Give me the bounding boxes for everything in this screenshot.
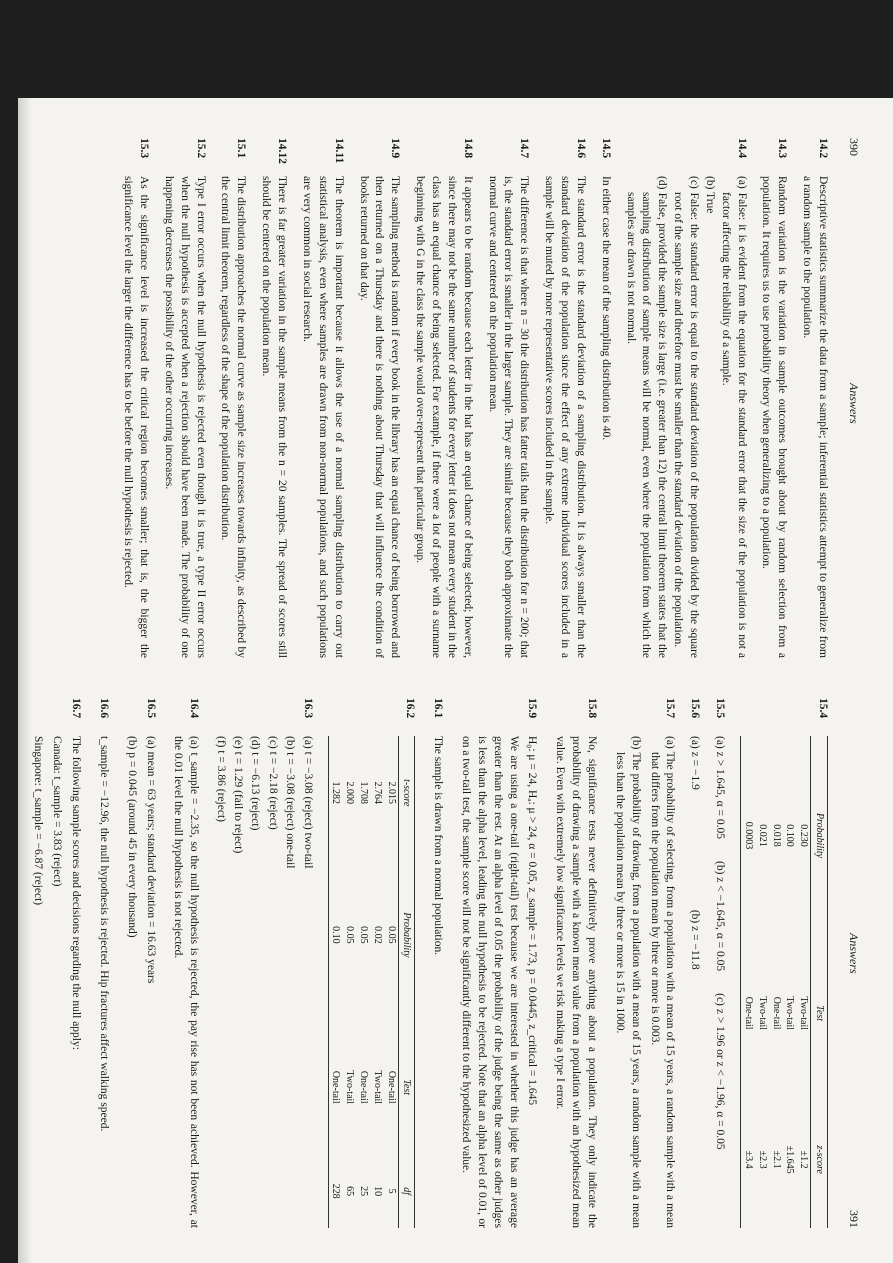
table-row [755, 736, 769, 1228]
answer-paragraph: Random variation is the variation in sample outcomes brought about by random selection from a population. It requires us to use probability theory when generalizing to a population. [760, 176, 789, 658]
table-cell: 2.764 [371, 781, 383, 805]
answer-number: 16.2 [404, 698, 417, 719]
answer-body [298, 176, 346, 658]
answer-body [548, 736, 599, 1228]
answer-body [120, 736, 158, 1228]
answer-number: 14.12 [276, 138, 289, 164]
answer-paragraph: Descriptive statistics summarize the data from a sample; inferential statistics attempt to generalize from a random sample to the population. [801, 176, 829, 658]
answer-paragraph: Type I error occurs when the null hypothesis is rejected even though it is true, a type II error occurs when the null hypothesis is accepted when a rejection should have been made. The probability of one happening decreases the possibility of the other occurring increases. [162, 176, 207, 658]
table-cell: 0.0003 [741, 736, 755, 935]
answer-number: 15.8 [586, 698, 599, 719]
answer-paragraph: The standard error is the standard deviation of a sampling distribution. It is always smaller than the standard deviation of the population since the effect of any extreme individual scores included in a sample will be muted by more representative scores included in the sample. [543, 176, 587, 658]
answer-table [740, 736, 828, 1228]
table-header: Probability [398, 850, 415, 1021]
answer-entry [540, 138, 588, 658]
answer-number: 15.9 [526, 698, 539, 719]
answer-number: 15.4 [817, 698, 829, 719]
answer-entry [711, 698, 727, 1228]
table-cell: 0.100 [784, 824, 796, 847]
scanned-page [18, 98, 893, 1263]
answer-number: 15.2 [194, 138, 207, 159]
table-row [796, 736, 810, 1228]
table-cell: ±2.3 [756, 1150, 768, 1169]
table-row [328, 736, 342, 1228]
answer-paragraph: (a) False: it is evident from the equation for the standard error that the size of the population is not a factor affecting the reliability of a sample. [719, 176, 748, 658]
answer-number: 16.1 [432, 698, 445, 719]
answer-entry [298, 138, 346, 658]
answer-entry [257, 138, 289, 658]
answer-paragraph: (a) t = −3.08 (reject) two-tail [301, 736, 314, 869]
answer-entry [426, 698, 445, 1228]
table-cell: 2.000 [344, 781, 356, 805]
table-cell: 2.015 [385, 781, 397, 805]
answer-entry [736, 698, 830, 1228]
answer-paragraph: (d) False, provided the sample size is large (i.e. greater than 12) the central limit theorem states that the sampling distribution of sample means will be normal, even where the population from which the samples are drawn is not normal. [624, 176, 669, 658]
answer-paragraph: As the significance level is increased the critical region becomes smaller; that is, the bigger the significance level the larger the difference has to be before the null hypothesis is rejected. [122, 176, 151, 658]
answer-entry [411, 138, 474, 658]
answer-paragraph: The theorem is important because it allows the use of a normal sampling distribution to carry out statistical analysis, even where samples are drawn from non-normal populations, and such populations are very common in social research. [300, 176, 345, 658]
answer-paragraph: (b) t = −3.08 (reject) one-tail [284, 736, 297, 869]
answer-paragraph: (a) t_sample = −2.35, so the null hypothesis is rejected, the pay rise has not been achieved. However, at the 0.01 level the null hypothesis is not rejected. [172, 736, 201, 1228]
answer-paragraph: The sampling method is random if every book in the library has an equal chance of being borrowed and then returned on a Thursday and there is nothing about Thursday that will influence the condition of books returned on that day. [357, 176, 402, 658]
table-row [769, 736, 783, 1228]
answer-list [18, 698, 830, 1228]
answer-number: 16.3 [301, 698, 314, 719]
answer-body [484, 176, 532, 658]
table-cell: 0.02 [371, 926, 383, 944]
answer-body [426, 736, 445, 1228]
table-cell: 5 [385, 1188, 397, 1194]
answer-entry [597, 138, 613, 658]
answer-body [257, 176, 289, 658]
table-cell: One-tail [741, 935, 755, 1091]
answer-paragraph: (d) t = −6.13 (reject) [249, 736, 262, 831]
answer-entry [798, 138, 830, 658]
answer-entry [355, 138, 403, 658]
answer-paragraph: (a) The probability of selecting, from a population with a mean of 15 years, a random sample with a mean that differs from the population mean by three or more is 0.003. [648, 736, 677, 1228]
answer-number: 14.6 [574, 138, 587, 159]
answer-paragraph: (b) True [703, 176, 716, 214]
running-head: Answers [847, 933, 861, 974]
answer-paragraph: (e) t = 1.29 (fail to reject) [232, 736, 245, 854]
table-cell: 0.05 [344, 926, 356, 944]
answer-body [411, 176, 474, 658]
answer-paragraph: In either case the mean of the sampling distribution is 40. [599, 176, 612, 441]
answer-part: (c) z > 1.96 or z < −1.96, α = 0.05 [714, 993, 727, 1150]
answer-body [608, 736, 677, 1228]
page-number: 391 [847, 1210, 861, 1228]
table-header: Probability [811, 736, 828, 935]
answer-entry [217, 138, 249, 658]
page-number: 390 [847, 138, 861, 156]
table-header: t-score [398, 736, 415, 850]
answer-body [355, 176, 403, 658]
table-cell: ±3.4 [741, 1091, 755, 1228]
answer-number: 15.3 [138, 138, 151, 159]
table-cell: 228 [328, 1154, 342, 1228]
answer-part: (b) z < −1.645, α = 0.05 [714, 861, 727, 972]
table-cell: Two-tail [344, 1070, 356, 1105]
answer-number: 14.8 [461, 138, 474, 159]
table-cell: 25 [357, 1186, 369, 1197]
answer-entry [758, 138, 790, 658]
table-cell: 0.10 [328, 850, 342, 1021]
table-cell: Two-tail [371, 1070, 383, 1105]
answer-part: (a) z > 1.645, α = 0.05 [714, 736, 727, 839]
table-header: df [398, 1154, 415, 1228]
answer-paragraph: There is far greater variation in the sample means from the n = 20 samples. The spread of scores still should be centered on the population mean. [260, 176, 289, 658]
answer-entry [160, 138, 208, 658]
answer-entry [687, 698, 703, 1228]
answer-body [758, 176, 790, 658]
answer-body [454, 736, 539, 1228]
answer-number: 16.5 [144, 698, 157, 719]
answer-entry [324, 698, 418, 1228]
answer-body [92, 736, 111, 1228]
answer-body [160, 176, 208, 658]
answer-entry [548, 698, 599, 1228]
answer-number: 15.7 [664, 698, 677, 719]
answer-entry [608, 698, 677, 1228]
answer-body [540, 176, 588, 658]
answer-paragraph: (a) mean = 63 years; standard deviation = 16.63 years [144, 736, 157, 984]
answer-body [597, 176, 613, 658]
answer-paragraph: The sample is drawn from a normal population. [432, 736, 445, 956]
answer-body [217, 176, 249, 658]
answer-paragraph: We are using a one-tail (right-tail) test because we are interested in whether this judge has an average greater than the rest. At an alpha level of 0.05 the probability of the judge being the same as other judges is less than the alpha level, leading the null hypothesis to be rejected. Note that an alpha level of 0.01, or on a two-tail test, the sample score will not be significantly different to the hypothesized value. [460, 736, 520, 1228]
answer-body [210, 736, 314, 1228]
table-cell: 0.021 [756, 824, 768, 847]
table-cell: Two-tail [784, 996, 796, 1031]
answer-paragraph: (b) The probability of drawing, from a population with a mean of 15 years, a random sample with a mean less than the population mean by three or more is 15 in 1000. [613, 736, 642, 1228]
table-cell: 0.018 [770, 824, 782, 847]
answer-number: 16.4 [188, 698, 201, 719]
answer-number: 14.9 [389, 138, 402, 159]
table-row [342, 736, 356, 1228]
answer-paragraph: No, significance tests never definitively prove anything about a population. They only indicate the probability of drawing a sample with a known mean value from a population with an hypothesized mean value. Even with extremely low significance levels we risk making a type I error. [554, 736, 599, 1228]
answer-entry [210, 698, 314, 1228]
table-row [370, 736, 384, 1228]
answer-number: 15.5 [714, 698, 727, 719]
answer-paragraph: H₀: μ = 24, Hₐ: μ > 24, α = 0.05, z_sample = 1.73, p = 0.0445, z_critical = 1.645 [526, 736, 539, 1106]
table-cell: 0.05 [357, 926, 369, 944]
answer-body [26, 736, 83, 1228]
table-cell: ±1.2 [798, 1150, 810, 1169]
table-row [741, 736, 755, 1228]
table-cell: 65 [344, 1186, 356, 1197]
table-cell: ±1.645 [784, 1145, 796, 1174]
answer-entry [454, 698, 539, 1228]
answer-paragraph: (c) False: the standard error is equal to the standard deviation of the population divided by the square root of the sample size and therefore must be smaller than the standard deviation of the population. [672, 176, 700, 658]
answer-paragraph: It appears to be random because each letter in the hat has an equal chance of being selected; however, since there may not be the same number of students for every letter it does not mean every student in the class has an equal chance of being selected. For example, if there were a lot of people with a surname beginning with G in the class the sample would over-represent that particular group. [414, 176, 474, 658]
answer-list [110, 138, 830, 658]
table-cell: Two-tail [756, 996, 768, 1031]
table-cell: ±2.1 [770, 1150, 782, 1169]
answer-entry [120, 698, 158, 1228]
table-row [356, 736, 370, 1228]
answer-entry [119, 138, 151, 658]
table-cell: One-tail [385, 1070, 397, 1104]
answer-paragraph: (f) t = 3.86 (reject) [214, 736, 227, 822]
answer-paragraph: Singapore: t_sample = −6.87 (reject) [32, 736, 45, 906]
answer-entry [92, 698, 111, 1228]
answer-entry [622, 138, 749, 658]
answer-table [328, 736, 416, 1228]
answer-paragraph: The distribution approaches the normal curve as sample size increases towards infinity, as described by the central limit theorem, regardless of the shape of the population distribution. [219, 176, 248, 658]
answer-paragraph: (b) p = 0.045 (around 45 in every thousand) [125, 736, 138, 938]
answer-paragraph: Canada: t_sample = 3.83 (reject) [51, 736, 64, 887]
answer-number: 16.6 [97, 698, 110, 719]
table-cell: One-tail [770, 996, 782, 1030]
answer-number: 15.1 [235, 138, 248, 159]
answer-paragraph: The following sample scores and decisions regarding the null apply: [70, 736, 82, 1050]
answer-number: 14.3 [776, 138, 789, 159]
answer-paragraph: The difference is that where n = 30 the distribution has fatter tails than the distribution for n = 200; that is, the standard error is smaller in the larger sample. They are similar because they both approximate the normal curve and centered on the population mean. [486, 176, 531, 658]
table-header: Test [398, 1020, 415, 1154]
answer-part: (b) z = −11.8 [689, 909, 702, 970]
table-cell: One-tail [357, 1070, 369, 1104]
answer-paragraph: (c) t = −2.18 (reject) [266, 736, 279, 830]
table-row [783, 736, 797, 1228]
answer-number: 14.4 [735, 138, 748, 159]
answer-number: 16.7 [70, 698, 82, 719]
answer-entry [484, 138, 532, 658]
answer-number: 14.7 [518, 138, 531, 159]
table-row [384, 736, 398, 1228]
answer-body [622, 176, 749, 658]
answer-paragraph: t_sample = −12.96, the null hypothesis is rejected. Hip fractures affect walking speed. [97, 736, 110, 1132]
answer-body [119, 176, 151, 658]
table-cell: One-tail [328, 1020, 342, 1154]
table-cell: 0.05 [385, 926, 397, 944]
table-cell: 10 [371, 1186, 383, 1197]
right-page [20, 698, 890, 1228]
table-cell: 0.230 [798, 824, 810, 847]
table-cell: Two-tail [798, 996, 810, 1031]
answer-number: 14.2 [817, 138, 829, 159]
answer-number: 14.11 [332, 138, 345, 164]
answer-number: 15.6 [689, 698, 702, 719]
table-cell: 1.708 [357, 781, 369, 805]
answer-entry [26, 698, 83, 1228]
answer-body [798, 176, 830, 658]
left-page [20, 138, 890, 658]
table-header: z-score [811, 1091, 828, 1228]
answer-number: 14.5 [599, 138, 612, 159]
answer-part: (a) z = −1.9 [689, 736, 702, 790]
running-head: Answers [847, 383, 861, 424]
answer-entry [167, 698, 202, 1228]
table-header: Test [811, 935, 828, 1091]
table-cell: 1.282 [328, 736, 342, 850]
answer-body [167, 736, 202, 1228]
book-spread [20, 98, 890, 1258]
